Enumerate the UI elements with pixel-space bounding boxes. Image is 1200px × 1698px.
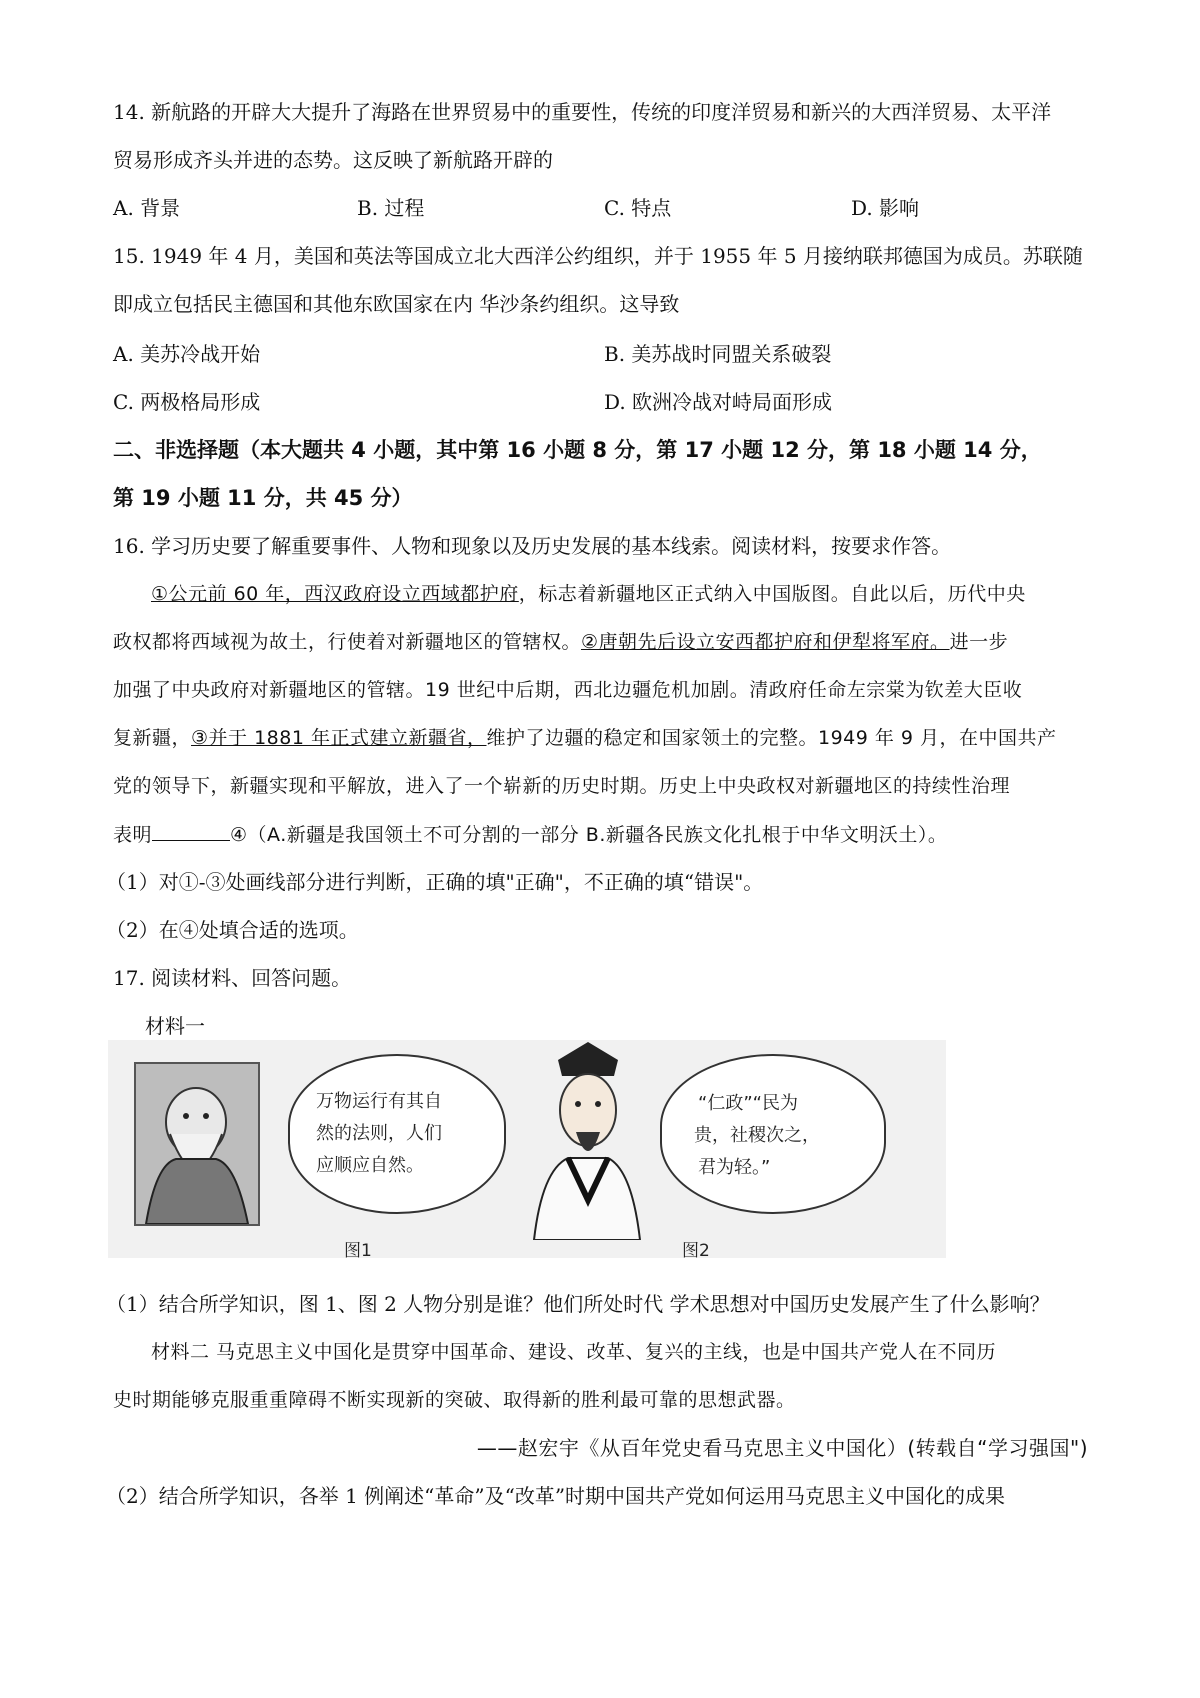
- q14-option-d: D. 影响: [851, 196, 920, 220]
- q14-line1: 14. 新航路的开辟大大提升了海路在世界贸易中的重要性，传统的印度洋贸易和新兴的大西洋贸易、太平洋: [113, 100, 1052, 124]
- q15-option-b: B. 美苏战时同盟关系破裂: [604, 342, 832, 366]
- section2-heading-line1: 二、非选择题（本大题共 4 小题，其中第 16 小题 8 分，第 17 小题 12 分，第 18 小题 14 分，: [113, 438, 1042, 462]
- q16-material-line2: 政权都将西域视为故土，行使着对新疆地区的管辖权。②唐朝先后设立安西都护府和伊犁将军府。进一步: [113, 631, 1009, 653]
- material1-illustration: [108, 1040, 946, 1261]
- q16-material-line3: 加强了中央政府对新疆地区的管辖。19 世纪中后期，西北边疆危机加剧。清政府任命左宗棠为钦差大臣收: [113, 679, 1023, 701]
- bubble2-line3: 君为轻。”: [698, 1157, 771, 1178]
- mencius-portrait: [528, 1040, 646, 1240]
- q17-material2-source: ——赵宏宇《从百年党史看马克思主义中国化）(转载自“学习强国"): [476, 1436, 1088, 1460]
- q15-option-a: A. 美苏冷战开始: [113, 342, 261, 366]
- bubble2-line2: 贵，社稷次之，: [694, 1125, 820, 1146]
- q17-sub2: （2）结合所学知识，各举 1 例阐述“革命”及“改革”时期中国共产党如何运用马克思主义中国化的成果: [106, 1484, 1006, 1508]
- laozi-portrait: [134, 1062, 260, 1226]
- bubble2-line1: “仁政”“民为: [698, 1093, 798, 1114]
- q15-option-d: D. 欧洲冷战对峙局面形成: [604, 390, 833, 414]
- q17-material2-line2: 史时期能够克服重重障碍不断实现新的突破、取得新的胜利最可靠的思想武器。: [113, 1389, 796, 1411]
- figure2-caption: 图2: [682, 1241, 710, 1261]
- answer-blank-4[interactable]: [152, 820, 230, 841]
- q16-stem: 16. 学习历史要了解重要事件、人物和现象以及历史发展的基本线索。阅读材料，按要求作答。: [113, 534, 952, 558]
- q14-option-b: B. 过程: [357, 196, 425, 220]
- underline-3: ③并于 1881 年正式建立新疆省，: [191, 727, 487, 749]
- section2-heading-line2: 第 19 小题 11 分，共 45 分）: [113, 486, 413, 510]
- q16-material-line5: 党的领导下，新疆实现和平解放，进入了一个崭新的历史时期。历史上中央政权对新疆地区的持续性治理: [113, 775, 1011, 797]
- underline-2: ②唐朝先后设立安西都护府和伊犁将军府。: [581, 631, 950, 653]
- q16-sub1: （1）对①-③处画线部分进行判断，正确的填"正确"，不正确的填“错误"。: [106, 870, 764, 894]
- q16-material-line1: ①公元前 60 年，西汉政府设立西域都护府，标志着新疆地区正式纳入中国版图。自此以后，历代中央: [151, 583, 1026, 605]
- bubble1-line1: 万物运行有其自: [316, 1091, 442, 1112]
- q14-line2: 贸易形成齐头并进的态势。这反映了新航路开辟的: [113, 148, 553, 172]
- q15-line1: 15. 1949 年 4 月，美国和英法等国成立北大西洋公约组织，并于 1955 年 5 月接纳联邦德国为成员。苏联随: [113, 244, 1083, 268]
- bubble1-line2: 然的法则，人们: [316, 1123, 442, 1144]
- q14-option-c: C. 特点: [604, 196, 672, 220]
- figure1-caption: 图1: [344, 1241, 372, 1261]
- q17-sub1: （1）结合所学知识，图 1、图 2 人物分别是谁？他们所处时代 学术思想对中国历史发展产生了什么影响？: [106, 1292, 1050, 1316]
- q16-material-line4: 复新疆，③并于 1881 年正式建立新疆省，维护了边疆的稳定和国家领土的完整。1949 年 9 月，在中国共产: [113, 727, 1057, 749]
- q17-material2-line1: 材料二 马克思主义中国化是贯穿中国革命、建设、改革、复兴的主线，也是中国共产党人在不同历: [151, 1341, 997, 1363]
- q16-sub2: （2）在④处填合适的选项。: [106, 918, 359, 942]
- q15-line2: 即成立包括民主德国和其他东欧国家在内 华沙条约组织。这导致: [113, 292, 680, 316]
- q17-material1-label: 材料一: [145, 1014, 205, 1038]
- underline-1: ①公元前 60 年，西汉政府设立西域都护府: [151, 583, 519, 605]
- q16-material-line6: 表明 ④（A.新疆是我国领土不可分割的一部分 B.新疆各民族文化扎根于中华文明沃土）。: [113, 820, 947, 849]
- q17-stem: 17. 阅读材料、回答问题。: [113, 966, 352, 990]
- q14-option-a: A. 背景: [113, 196, 181, 220]
- q15-option-c: C. 两极格局形成: [113, 390, 261, 414]
- bubble1-line3: 应顺应自然。: [316, 1155, 424, 1176]
